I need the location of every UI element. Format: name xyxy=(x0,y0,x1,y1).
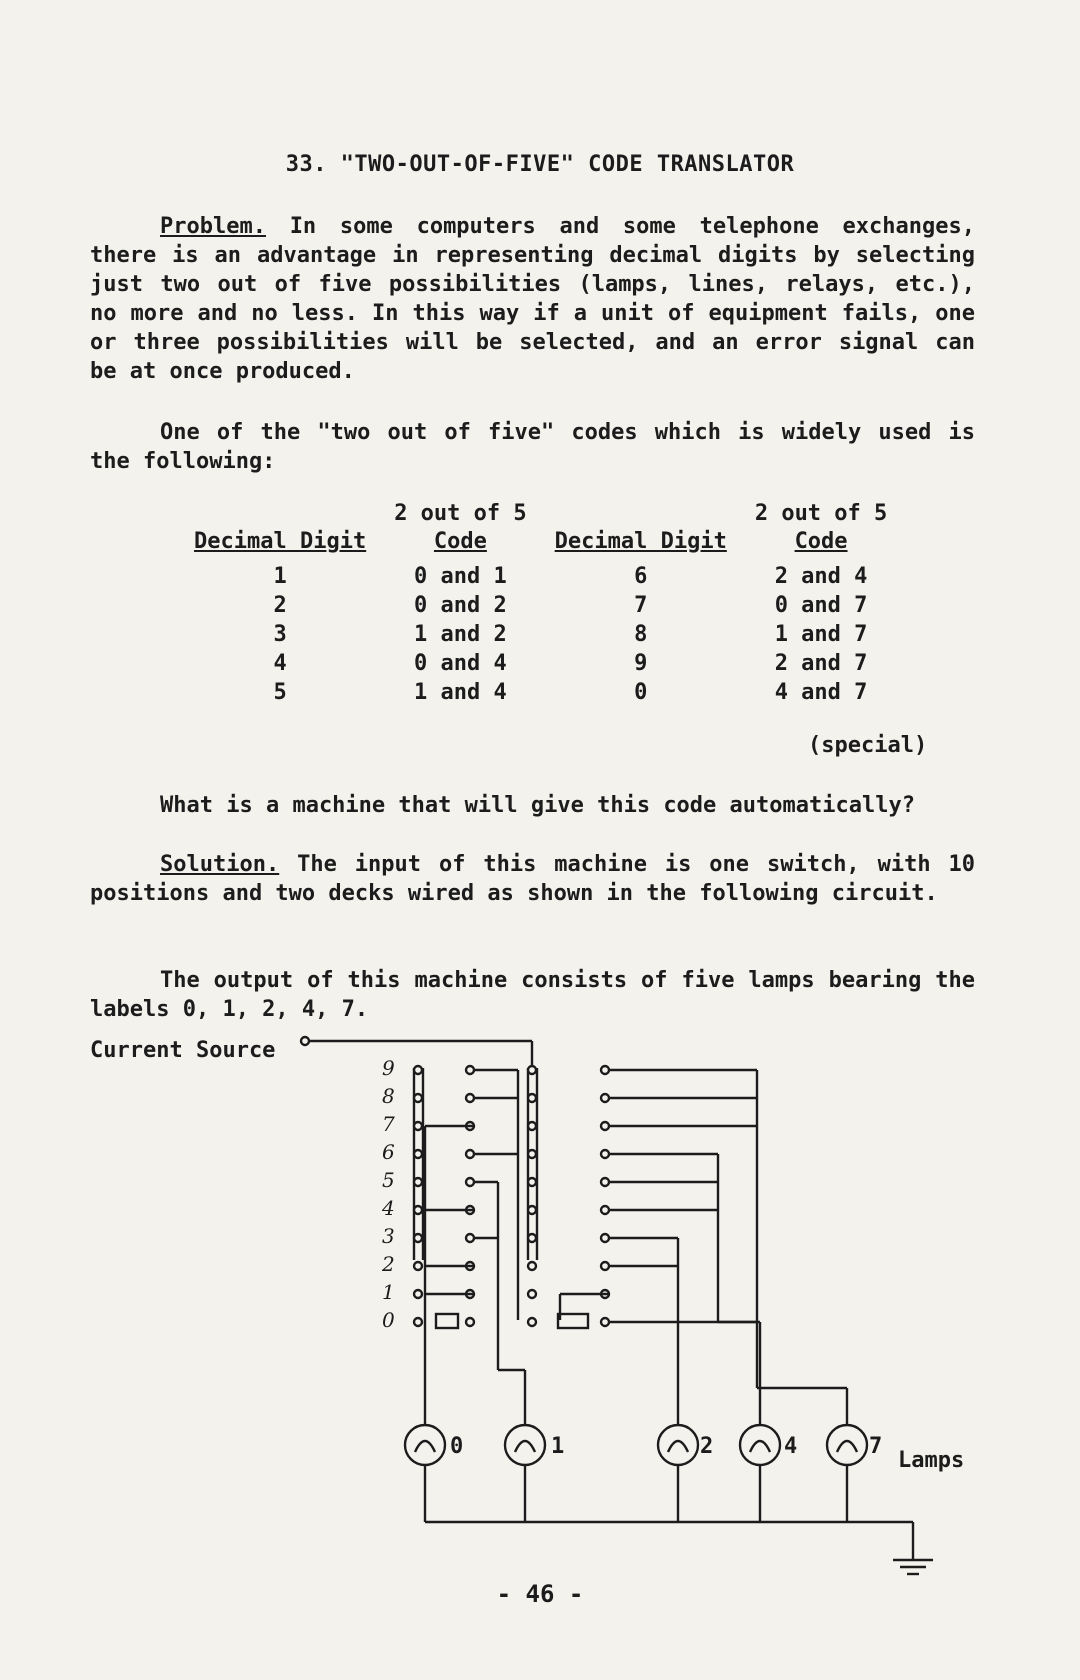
position-label: 0 xyxy=(382,1308,395,1332)
problem-paragraph xyxy=(90,212,975,386)
special-note: (special) xyxy=(808,733,928,758)
position-label: 8 xyxy=(382,1084,395,1108)
deck1-outer-contacts xyxy=(466,1066,474,1326)
header-code-left: 2 out of 5 Code xyxy=(394,501,527,554)
solution-text: The input of this machine is one switch, with 10 positions and two decks wired as shown in the following circuit. xyxy=(90,852,975,906)
lamp-labels xyxy=(450,1434,882,1459)
lamp-1 xyxy=(505,1425,545,1465)
position-label: 3 xyxy=(382,1224,395,1248)
solution-paragraph xyxy=(90,850,975,908)
current-source-label: Current Source xyxy=(90,1038,276,1063)
code-table xyxy=(180,500,901,707)
circuit-diagram xyxy=(0,1020,1080,1580)
header-decimal-digit-right: Decimal Digit xyxy=(554,529,727,554)
intro-text: One of the "two out of five" codes which is widely used is the following: xyxy=(90,420,975,474)
lamp-label: 7 xyxy=(869,1434,883,1459)
table-row: 1 0 and 1 6 2 and 4 xyxy=(273,564,868,589)
position-0-relay-coil xyxy=(436,1314,458,1328)
output-text: The output of this machine consists of five lamps bearing the labels 0, 1, 2, 4, 7. xyxy=(90,968,975,1022)
lamp-2 xyxy=(658,1425,698,1465)
position-label: 6 xyxy=(382,1140,395,1164)
question-paragraph xyxy=(90,791,975,820)
problem-label: Problem. xyxy=(160,214,266,239)
table-row: 5 1 and 4 0 4 and 7 xyxy=(273,680,868,705)
position-label: 4 xyxy=(382,1196,395,1220)
deck2-outer-contacts xyxy=(601,1066,609,1326)
lamp-4 xyxy=(740,1425,780,1465)
intro-paragraph xyxy=(90,418,975,476)
switch-position-labels xyxy=(381,1056,395,1332)
lamps xyxy=(405,1425,867,1465)
lamps-label: Lamps xyxy=(898,1448,965,1473)
ground-return xyxy=(425,1465,913,1560)
lamp-label: 1 xyxy=(551,1434,565,1459)
position-label: 1 xyxy=(382,1280,395,1304)
position-0-relay-coil xyxy=(558,1314,588,1328)
position-label: 9 xyxy=(382,1056,395,1080)
position-label: 2 xyxy=(382,1252,395,1276)
question-text: What is a machine that will give this code automatically? xyxy=(160,793,915,818)
position-label: 7 xyxy=(382,1112,395,1136)
deck1-contacts xyxy=(414,1066,422,1326)
lamp-0 xyxy=(405,1425,445,1465)
code-table-header xyxy=(180,500,901,562)
table-row: 2 0 and 2 7 0 and 7 xyxy=(273,593,868,618)
output-paragraph xyxy=(90,966,975,1024)
position-label: 5 xyxy=(382,1168,395,1192)
lamp-label: 4 xyxy=(784,1434,798,1459)
solution-label: Solution. xyxy=(160,852,280,877)
table-row: 4 0 and 4 9 2 and 7 xyxy=(273,651,868,676)
lamp-7 xyxy=(827,1425,867,1465)
header-code-right: 2 out of 5 Code xyxy=(754,501,888,554)
problem-text: In some computers and some telephone exchanges, there is an advantage in representing decimal digits by selecting just two out of five possibilities (lamps, lines, relays, etc.), no more and no less. In this way if a unit of equipment fails, one or three possibilities will be selected, and an error signal can be at once produced. xyxy=(90,214,975,384)
header-decimal-digit-left: Decimal Digit xyxy=(194,529,367,554)
deck2-wiring xyxy=(560,1070,757,1388)
page-number: - 46 - xyxy=(496,1580,584,1608)
lamp-label: 2 xyxy=(700,1434,714,1459)
current-source-terminal xyxy=(301,1037,309,1045)
lamp-label: 0 xyxy=(450,1434,464,1459)
ground-icon xyxy=(893,1560,933,1574)
lamp-bus-rails xyxy=(425,1318,847,1425)
table-row: 3 1 and 2 8 1 and 7 xyxy=(273,622,868,647)
section-title: 33. "TWO-OUT-OF-FIVE" CODE TRANSLATOR xyxy=(285,152,795,177)
